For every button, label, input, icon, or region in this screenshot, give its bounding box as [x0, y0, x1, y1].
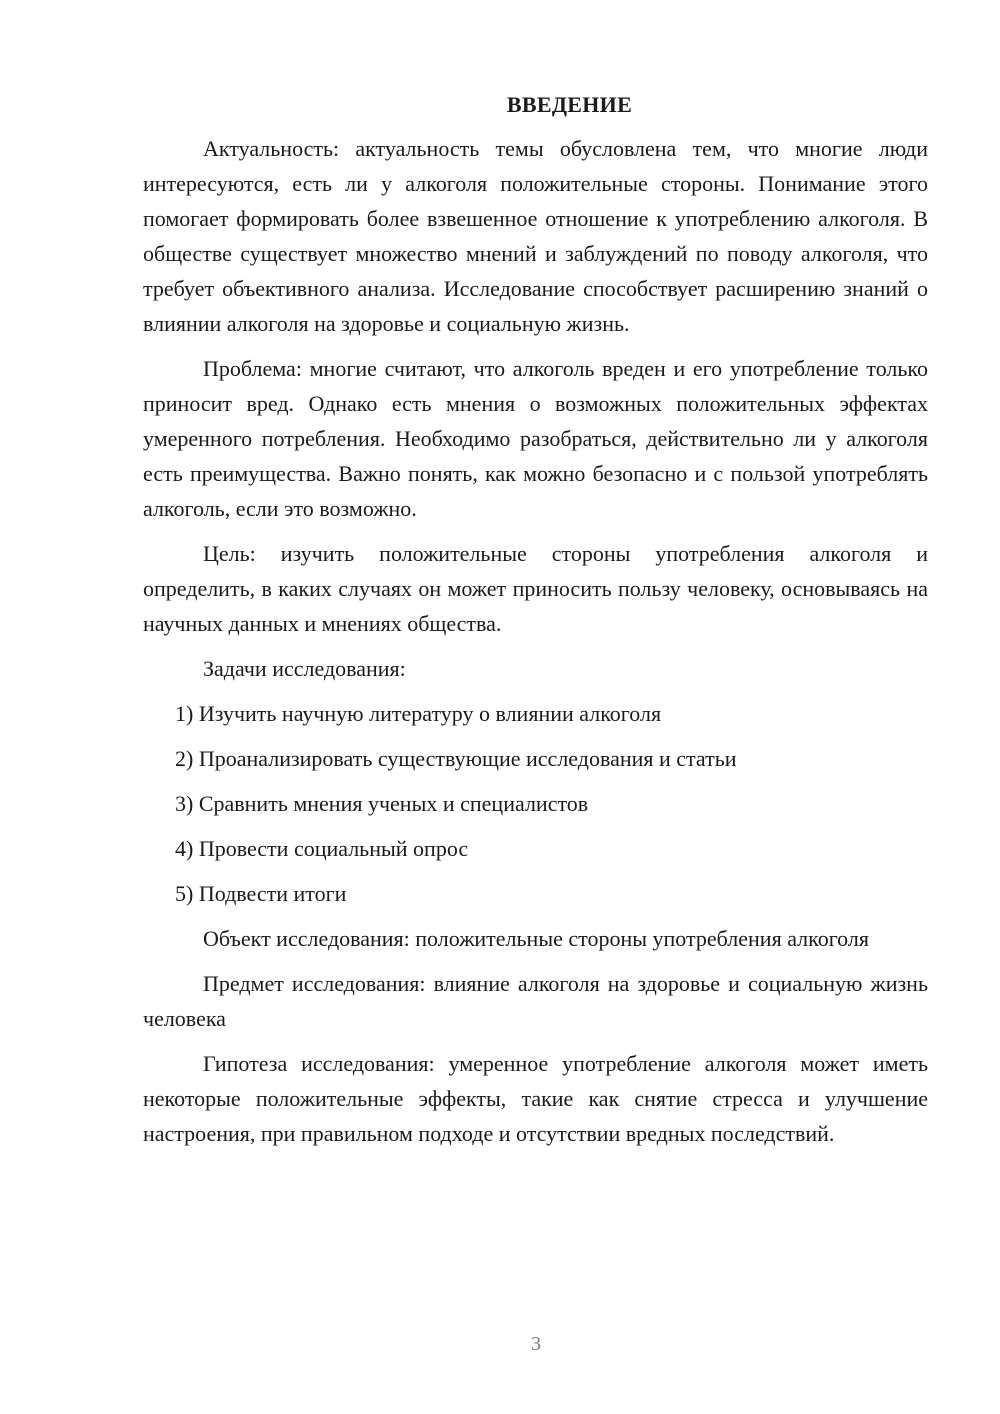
section-heading: ВВЕДЕНИЕ [506, 92, 633, 117]
document-page [143, 90, 928, 1161]
goal-paragraph: Цель: изучить положительные стороны употребления алкоголя и определить, в каких случаях он может приносить пользу человеку, основываясь на научных данных и мнениях общества. [143, 541, 928, 636]
relevance-paragraph: Актуальность: актуальность темы обусловлена тем, что многие люди интересуются, есть ли у алкоголя положительные стороны. Понимание этого помогает формировать более взвешенное отношение к употреблению алкоголя. В обществе существует множество мнений и заблуждений по поводу алкоголя, что требует объективного анализа. Исследование способствует расширению знаний о влиянии алкоголя на здоровье и социальную жизнь. [143, 136, 928, 336]
object-paragraph: Объект исследования: положительные стороны употребления алкоголя [203, 926, 869, 951]
tasks-list [143, 696, 928, 911]
tasks-title: Задачи исследования: [203, 656, 406, 681]
problem-paragraph: Проблема: многие считают, что алкоголь вреден и его употребление только приносит вред. Однако есть мнения о возможных положительных эффектах умеренного потребления. Необходимо разобраться, действительно ли у алкоголя есть преимущества. Важно понять, как можно безопасно и с пользой употреблять алкоголь, если это возможно. [143, 356, 928, 521]
list-item: 4) Провести социальный опрос [175, 836, 469, 861]
list-item: 1) Изучить научную литературу о влиянии алкоголя [175, 701, 662, 726]
list-item: 3) Сравнить мнения ученых и специалистов [175, 791, 589, 816]
page-number: 3 [531, 1333, 541, 1355]
hypothesis-paragraph: Гипотеза исследования: умеренное употребление алкоголя может иметь некоторые положительные эффекты, такие как снятие стресса и улучшение настроения, при правильном подходе и отсутствии вредных последствий. [143, 1051, 928, 1146]
list-item: 5) Подвести итоги [175, 881, 347, 906]
subject-paragraph: Предмет исследования: влияние алкоголя на здоровье и социальную жизнь человека [143, 971, 928, 1031]
list-item: 2) Проанализировать существующие исследования и статьи [175, 746, 737, 771]
